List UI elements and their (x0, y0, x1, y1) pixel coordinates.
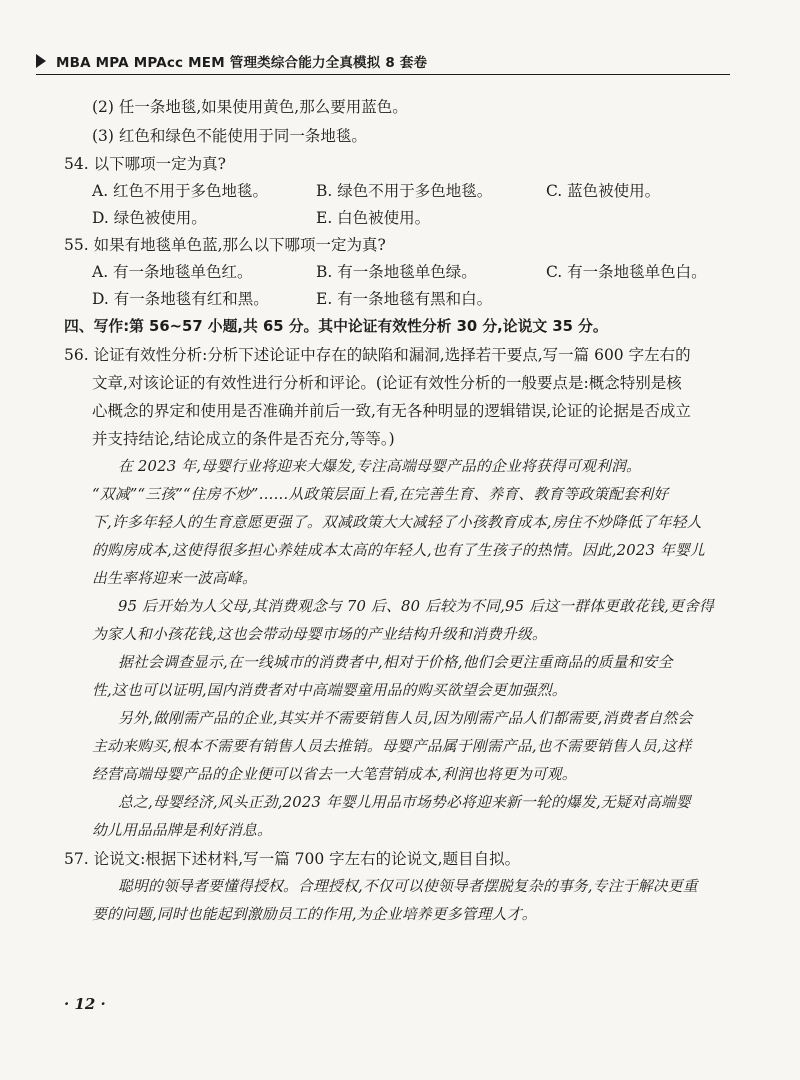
q56-passage-line: 95 后开始为人父母,其消费观念与 70 后、80 后较为不同,95 后这一群体更敢花钱,更舍得 (118, 598, 715, 615)
q56-passage-line: 在 2023 年,母婴行业将迎来大爆发,专注高端母婴产品的企业将获得可观利润。 (118, 458, 641, 475)
q54-option-a: A. 红色不用于多色地毯。 (92, 182, 269, 200)
q56-passage-line: 另外,做刚需产品的企业,其实并不需要销售人员,因为刚需产品人们都需要,消费者自然会 (118, 710, 693, 727)
page-number: · 12 · (64, 995, 106, 1013)
q56-passage-line: 出生率将迎来一波高峰。 (92, 570, 257, 587)
q56-passage-line: 性,这也可以证明,国内消费者对中高端婴童用品的购买欲望会更加强烈。 (92, 682, 567, 699)
question-54-stem: 54. 以下哪项一定为真? (64, 155, 226, 173)
q56-passage-line: 的购房成本,这使得很多担心养娃成本太高的年轻人,也有了生孩子的热情。因此,2023 年婴儿 (92, 542, 705, 559)
q55-option-d: D. 有一条地毯有红和黑。 (92, 290, 269, 308)
q57-passage-line: 要的问题,同时也能起到激励员工的作用,为企业培养更多管理人才。 (92, 906, 537, 923)
q54-option-b: B. 绿色不用于多色地毯。 (316, 182, 493, 200)
q56-instruction-line: 心概念的界定和使用是否准确并前后一致,有无各种明显的逻辑错误,论证的论据是否成立 (92, 402, 691, 420)
q56-passage-line: 下,许多年轻人的生育意愿更强了。双减政策大大减轻了小孩教育成本,房住不炒降低了年轻人 (92, 514, 702, 531)
condition-2: (2) 任一条地毯,如果使用黄色,那么要用蓝色。 (92, 98, 408, 116)
section-4-heading: 四、写作:第 56~57 小题,共 65 分。其中论证有效性分析 30 分,论说文 35 分。 (64, 318, 608, 335)
q55-option-c: C. 有一条地毯单色白。 (546, 263, 707, 281)
q57-passage-line: 聪明的领导者要懂得授权。合理授权,不仅可以使领导者摆脱复杂的事务,专注于解决更重 (118, 878, 698, 895)
q56-passage-line: 幼儿用品品牌是利好消息。 (92, 822, 272, 839)
q54-option-d: D. 绿色被使用。 (92, 209, 207, 227)
q54-option-c: C. 蓝色被使用。 (546, 182, 661, 200)
q56-passage-line: 据社会调查显示,在一线城市的消费者中,相对于价格,他们会更注重商品的质量和安全 (118, 654, 673, 671)
question-55-stem: 55. 如果有地毯单色蓝,那么以下哪项一定为真? (64, 236, 386, 254)
q54-option-e: E. 白色被使用。 (316, 209, 431, 227)
header-title: MBA MPA MPAcc MEM 管理类综合能力全真模拟 8 套卷 (56, 55, 428, 71)
header-rule (36, 74, 730, 75)
q56-passage-line: “双减”“三孩”“住房不炒”……从政策层面上看,在完善生育、养育、教育等政策配套利好 (92, 486, 669, 503)
condition-3: (3) 红色和绿色不能使用于同一条地毯。 (92, 127, 367, 145)
q56-instruction-line: 并支持结论,结论成立的条件是否充分,等等。) (92, 430, 395, 448)
q56-passage-line: 主动来购买,根本不需要有销售人员去推销。母婴产品属于刚需产品,也不需要销售人员,这样 (92, 738, 692, 755)
q55-option-b: B. 有一条地毯单色绿。 (316, 263, 477, 281)
q55-option-a: A. 有一条地毯单色红。 (92, 263, 253, 281)
page-header (36, 50, 726, 72)
q56-passage-line: 为家人和小孩花钱,这也会带动母婴市场的产业结构升级和消费升级。 (92, 626, 547, 643)
q56-instruction-line: 56. 论证有效性分析:分析下述论证中存在的缺陷和漏洞,选择若干要点,写一篇 600 字左右的 (64, 346, 691, 364)
triangle-marker-icon (36, 54, 46, 68)
q57-instruction: 57. 论说文:根据下述材料,写一篇 700 字左右的论说文,题目自拟。 (64, 850, 521, 868)
q56-passage-line: 经营高端母婴产品的企业便可以省去一大笔营销成本,利润也将更为可观。 (92, 766, 577, 783)
q55-option-e: E. 有一条地毯有黑和白。 (316, 290, 493, 308)
q56-instruction-line: 文章,对该论证的有效性进行分析和评论。(论证有效性分析的一般要点是:概念特别是核 (92, 374, 682, 392)
q56-passage-line: 总之,母婴经济,风头正劲,2023 年婴儿用品市场势必将迎来新一轮的爆发,无疑对高端婴 (118, 794, 691, 811)
